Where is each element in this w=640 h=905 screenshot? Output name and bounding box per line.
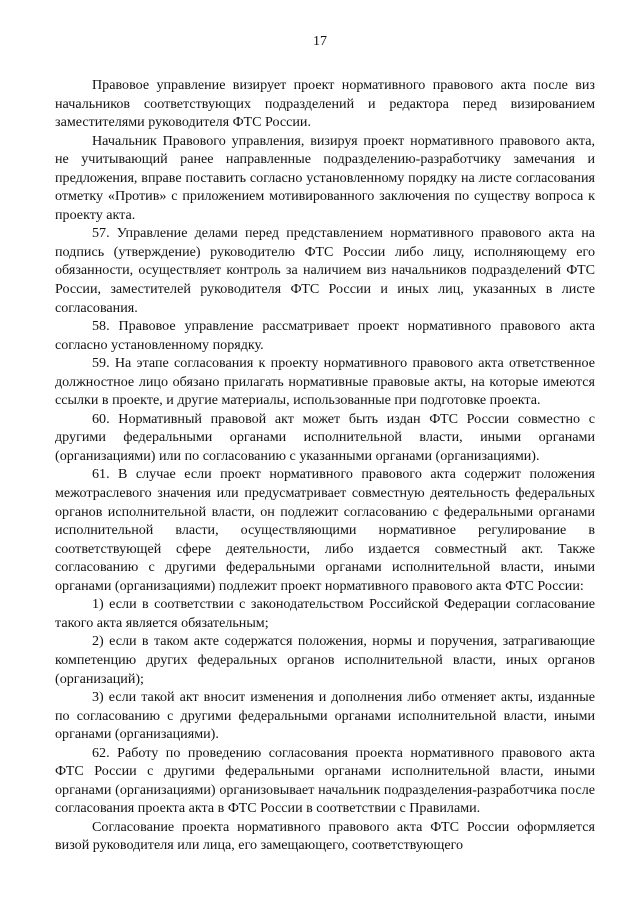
document-body [55,76,595,855]
list-item-3: 3) если такой акт вносит изменения и дополнения либо отменяет акты, изданные по согласованию с другими федеральными органами исполнительной власти, иными органами (организациями). [55,689,595,743]
paragraph-60: 60. Нормативный правовой акт может быть издан ФТС России совместно с другими федеральными органами исполнительной власти, иными органами (организациями) или по согласованию с указанными органами (организациями). [55,410,595,464]
paragraph: Согласование проекта нормативного правового акта ФТС России оформляется визой руководителя или лица, его замещающего, соответствующего [55,818,595,854]
list-item-2: 2) если в таком акте содержатся положения, нормы и поручения, затрагивающие компетенцию других федеральных органов исполнительной власти, иных органов (организаций); [55,633,595,687]
page-number: 17 [313,34,327,49]
list-item-1: 1) если в соответствии с законодательством Российской Федерации согласование такого акта является обязательным; [55,596,595,631]
paragraph-61: 61. В случае если проект нормативного правового акта содержит положения межотраслевого значения или предусматривает совместную деятельность федеральных органов исполнительной власти, он подлежит согласованию с федеральными органами исполнительной власти, осуществляющими нормативное регулирование в соответствующей сфере деятельности, либо издается совместный акт. Также согласованию с другими федеральными органами исполнительной власти, иными органами (организациями) подлежит проект нормативного правового акта ФТС России: [55,466,595,594]
paragraph-59: 59. На этапе согласования к проекту нормативного правового акта ответственное должностное лицо обязано прилагать нормативные правовые акты, на которые имеются ссылки в проекте, и другие материалы, использованные при подготовке проекта. [55,355,595,409]
paragraph-62: 62. Работу по проведению согласования проекта нормативного правового акта ФТС России с другими федеральными органами исполнительной власти, иными органами (организациями) организовывает начальник подразделения-разработчика после согласования проекта акта в ФТС России в соответствии с Правилами. [55,744,595,817]
paragraph-58: 58. Правовое управление рассматривает проект нормативного правового акта согласно установленному порядку. [55,318,595,353]
paragraph: Начальник Правового управления, визируя проект нормативного правового акта, не учитывающий ранее направленные подразделению-разработчику замечания и предложения, вправе поставить согласно установленному порядку на листе согласования отметку «Против» с приложением мотивированного заключения по существу вопроса к проекту акта. [55,132,595,223]
paragraph: Правовое управление визирует проект нормативного правового акта после виз начальников соответствующих подразделений и редактора перед визированием заместителями руководителя ФТС России. [55,77,595,131]
paragraph-57: 57. Управление делами перед представлением нормативного правового акта на подпись (утверждение) руководителю ФТС России либо лицу, исполняющему его обязанности, осуществляет контроль за наличием виз начальников подразделений ФТС России, заместителей руководителя ФТС России и иных лиц, указанных в листе согласования. [55,225,595,316]
